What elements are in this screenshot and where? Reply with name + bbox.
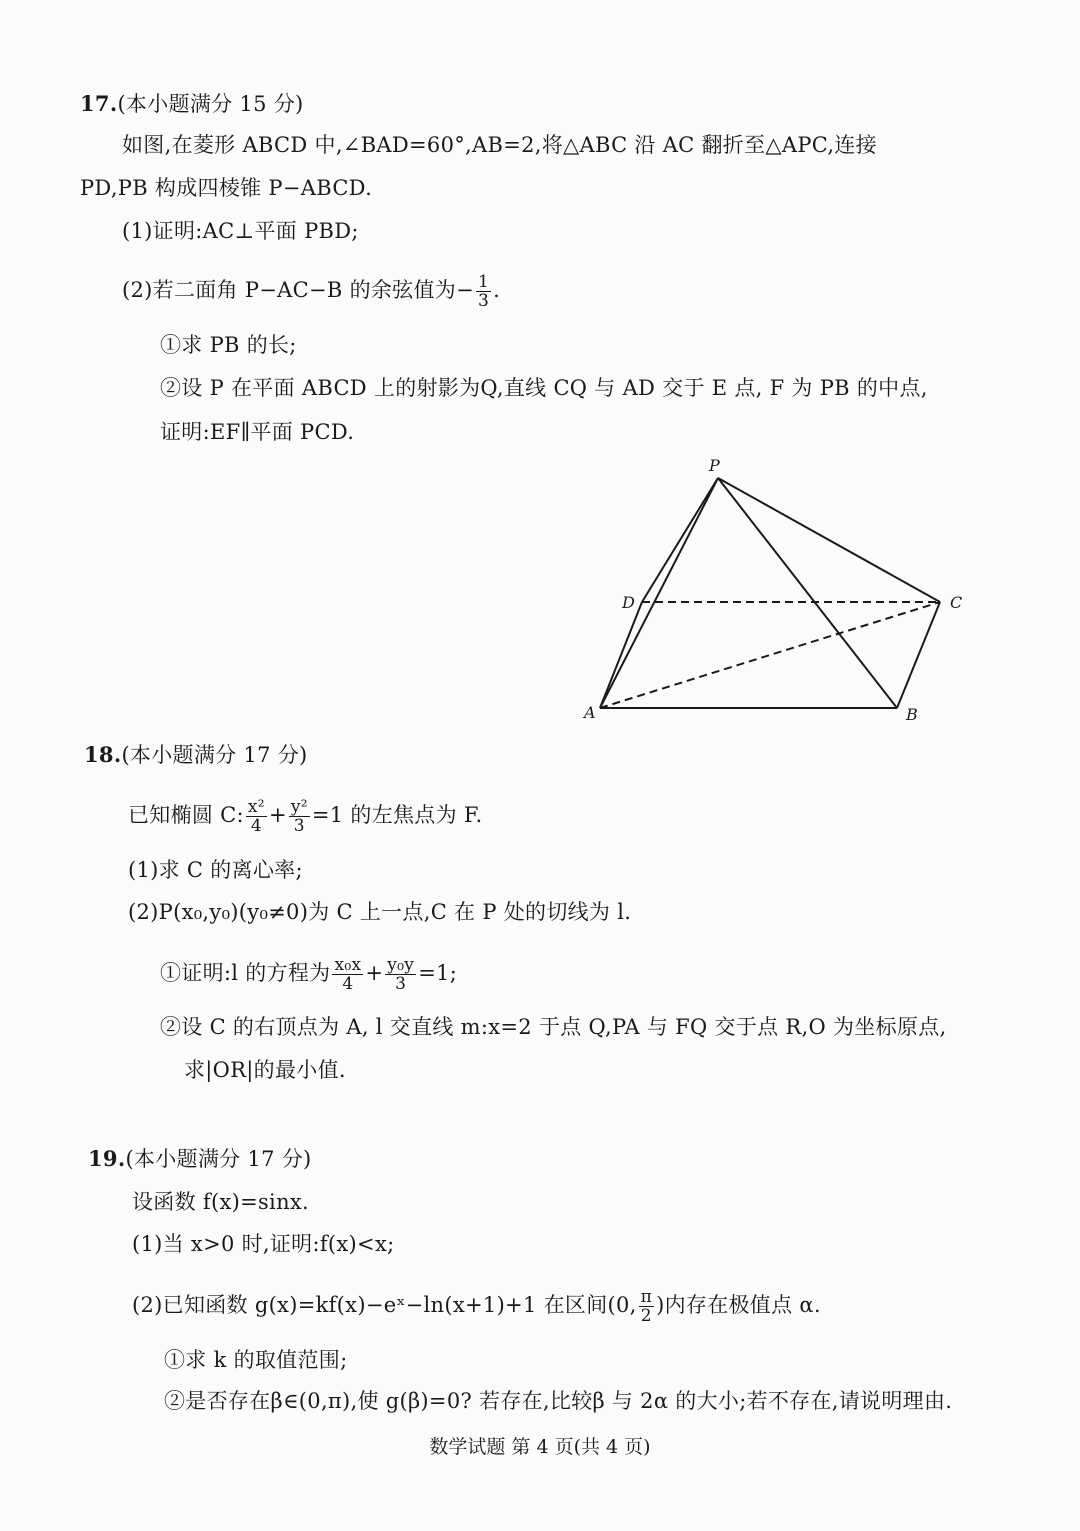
q18-sub1-frac-x <box>332 956 363 993</box>
q18-sub1-frac-y <box>385 956 416 993</box>
q18-number: 18. <box>84 742 122 767</box>
q18-sub2-line2: 求|OR|的最小值. <box>184 1058 346 1082</box>
q17-sub1: ①求 PB 的长; <box>160 333 297 357</box>
q17-part2 <box>122 273 500 310</box>
fraction-denominator: 3 <box>395 974 407 994</box>
q19-sub2: ②是否存在β∈(0,π),使 g(β)=0? 若存在,比较β 与 2α 的大小;若不存在,请说明理由. <box>164 1389 953 1413</box>
q19-part2-fraction <box>639 1288 654 1325</box>
q19-title: (本小题满分 17 分) <box>125 1147 312 1171</box>
fraction-denominator: 2 <box>640 1306 652 1326</box>
plus-sign: + <box>365 961 384 985</box>
fraction-numerator: y₀y <box>387 955 415 975</box>
fraction-denominator: 3 <box>293 816 305 836</box>
label-a: A <box>584 703 596 722</box>
fraction-denominator: 3 <box>477 291 490 311</box>
q19-number: 19. <box>88 1146 126 1171</box>
q18-title: (本小题满分 17 分) <box>121 743 308 767</box>
q18-frac-x <box>246 798 267 835</box>
q19-part2-suffix: )内存在极值点 α. <box>656 1293 821 1317</box>
label-c: C <box>950 593 963 612</box>
edge-bc <box>897 602 940 708</box>
edge-pb <box>718 478 897 708</box>
fraction-numerator: x² <box>247 797 265 817</box>
q17-part1: (1)证明:AC⊥平面 PBD; <box>122 219 359 243</box>
q19-part1: (1)当 x>0 时,证明:f(x)<x; <box>132 1232 395 1256</box>
q18-sub1-prefix: ①证明:l 的方程为 <box>160 961 331 985</box>
edge-ad <box>600 602 642 708</box>
plus-sign: + <box>268 803 287 827</box>
q19-part2-prefix: (2)已知函数 g(x)=kf(x)−eˣ−ln(x+1)+1 在区间(0, <box>132 1293 637 1317</box>
fraction-numerator: 1 <box>477 272 490 292</box>
page-footer: 数学试题 第 4 页(共 4 页) <box>429 1436 651 1458</box>
edge-ac-hidden <box>600 602 940 708</box>
q18-sub2-line1: ②设 C 的右顶点为 A, l 交直线 m:x=2 于点 Q,PA 与 FQ 交于点 R,O 为坐标原点, <box>160 1015 947 1039</box>
edge-pa <box>600 478 718 708</box>
fraction-denominator: 4 <box>342 974 354 994</box>
fraction-numerator: y² <box>290 797 308 817</box>
edge-pd <box>642 478 718 602</box>
fraction-denominator: 4 <box>250 816 262 836</box>
q17-intro-line1: 如图,在菱形 ABCD 中,∠BAD=60°,AB=2,将△ABC 沿 AC 翻折至△APC,连接 <box>122 133 877 157</box>
edge-pc <box>718 478 940 602</box>
q18-frac-y <box>289 798 310 835</box>
q19-part2 <box>132 1288 821 1325</box>
q18-intro-suffix: =1 的左焦点为 F. <box>311 803 483 827</box>
q18-sub1 <box>160 956 457 993</box>
q18-intro <box>128 798 482 835</box>
label-p: P <box>709 456 720 475</box>
q18-intro-prefix: 已知椭圆 C: <box>128 803 244 827</box>
label-d: D <box>622 593 635 612</box>
q19-intro: 设函数 f(x)=sinx. <box>132 1190 310 1214</box>
q17-part2-prefix: (2)若二面角 P−AC−B 的余弦值为− <box>122 278 474 302</box>
pyramid-figure <box>570 450 990 730</box>
q17-part2-fraction <box>476 273 491 310</box>
q17-part2-suffix: . <box>493 278 501 302</box>
label-b: B <box>906 705 918 724</box>
q17-number: 17. <box>80 91 118 116</box>
q17-title: (本小题满分 15 分) <box>117 92 304 116</box>
q18-part2: (2)P(x₀,y₀)(y₀≠0)为 C 上一点,C 在 P 处的切线为 l. <box>128 900 632 924</box>
q17-sub2-line2: 证明:EF∥平面 PCD. <box>160 420 355 444</box>
q18-header <box>84 741 308 769</box>
q17-header <box>80 90 304 118</box>
q17-sub2-line1: ②设 P 在平面 ABCD 上的射影为Q,直线 CQ 与 AD 交于 E 点, F 为 PB 的中点, <box>160 376 928 400</box>
q18-sub1-suffix: =1; <box>418 961 458 985</box>
fraction-numerator: π <box>640 1287 653 1307</box>
q18-part1: (1)求 C 的离心率; <box>128 858 303 882</box>
fraction-numerator: x₀x <box>334 955 362 975</box>
q17-intro-line2: PD,PB 构成四棱锥 P−ABCD. <box>80 176 373 200</box>
q19-sub1: ①求 k 的取值范围; <box>164 1348 348 1372</box>
q19-header <box>88 1145 312 1173</box>
